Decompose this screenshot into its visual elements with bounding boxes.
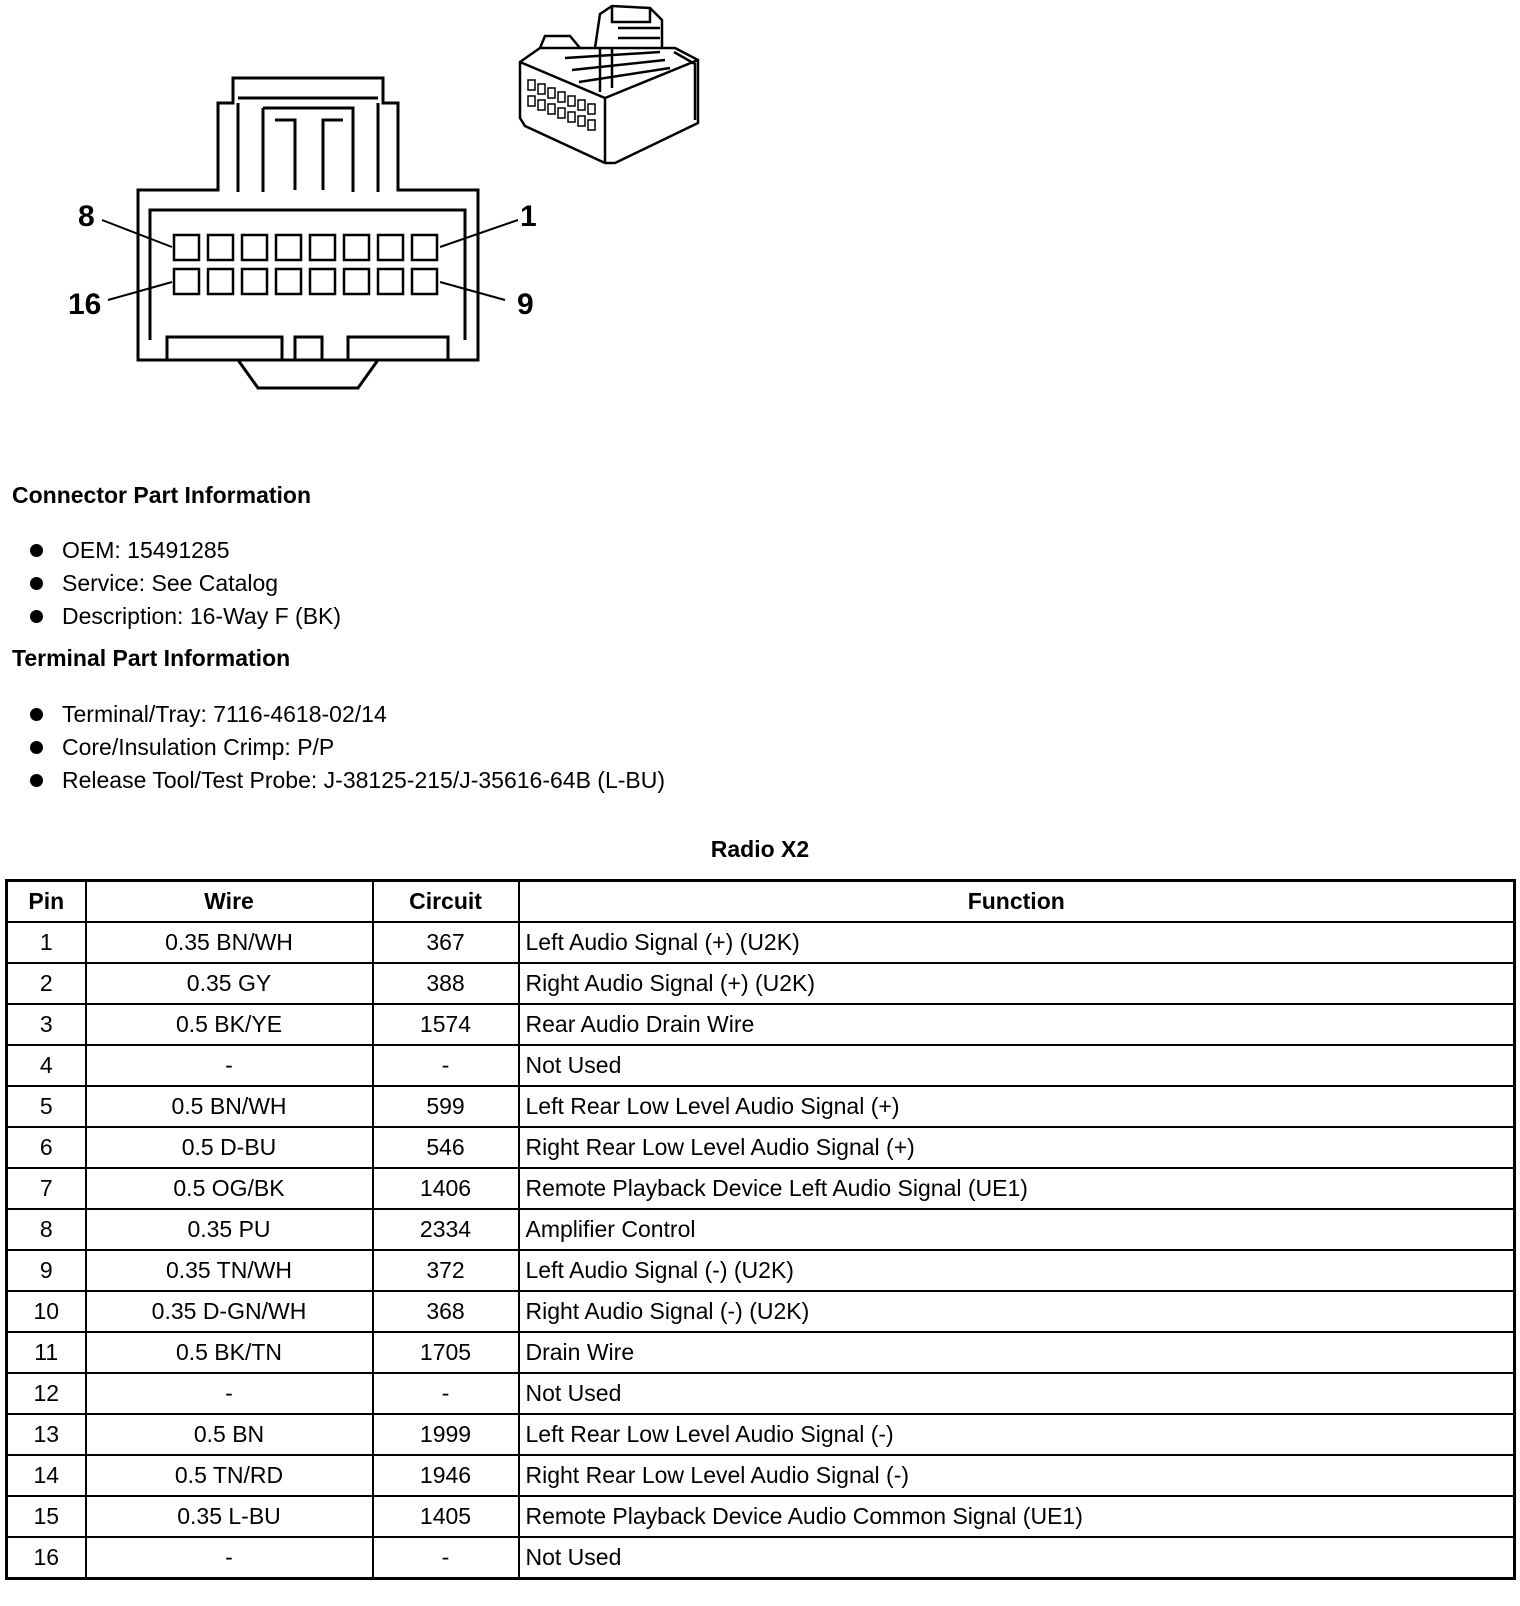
cell-wire: 0.5 BN/WH <box>86 1086 373 1127</box>
cell-function: Left Rear Low Level Audio Signal (+) <box>519 1086 1515 1127</box>
cell-circuit: 546 <box>373 1127 519 1168</box>
cell-function: Right Audio Signal (-) (U2K) <box>519 1291 1515 1332</box>
table-row <box>7 1537 1515 1579</box>
table-row <box>7 1168 1515 1209</box>
cell-function: Amplifier Control <box>519 1209 1515 1250</box>
connector-info-heading: Connector Part Information <box>12 482 312 508</box>
bullet-icon <box>30 544 43 557</box>
cell-pin: 8 <box>7 1209 86 1250</box>
cell-function: Right Audio Signal (+) (U2K) <box>519 963 1515 1004</box>
bullet-icon <box>30 774 43 787</box>
cell-pin: 15 <box>7 1496 86 1537</box>
cell-wire: - <box>86 1373 373 1414</box>
header-circuit: Circuit <box>373 881 519 923</box>
pin-label-16: 16 <box>68 288 102 321</box>
cell-wire: 0.35 L-BU <box>86 1496 373 1537</box>
list-item-text: Service: See Catalog <box>62 570 279 596</box>
connector-3d-cavities <box>528 80 595 130</box>
cell-circuit: - <box>373 1045 519 1086</box>
cell-circuit: 1405 <box>373 1496 519 1537</box>
cell-circuit: - <box>373 1537 519 1579</box>
cell-circuit: 388 <box>373 963 519 1004</box>
list-item <box>30 567 341 600</box>
table-row <box>7 1086 1515 1127</box>
cell-circuit: 368 <box>373 1291 519 1332</box>
bullet-icon <box>30 708 43 721</box>
list-item <box>30 731 665 764</box>
pinout-table <box>5 879 1516 1580</box>
cell-function: Not Used <box>519 1045 1515 1086</box>
list-item <box>30 600 341 633</box>
list-item-text: Core/Insulation Crimp: P/P <box>62 734 335 760</box>
list-item <box>30 764 665 797</box>
cell-pin: 2 <box>7 963 86 1004</box>
list-item-text: Description: 16-Way F (BK) <box>62 603 342 629</box>
table-row <box>7 1127 1515 1168</box>
list-item-text: Release Tool/Test Probe: J-38125-215/J-35616-64B (L-BU) <box>62 767 666 793</box>
connector-info-list <box>30 534 341 633</box>
cell-wire: 0.5 TN/RD <box>86 1455 373 1496</box>
table-row <box>7 1250 1515 1291</box>
header-function: Function <box>519 881 1515 923</box>
cell-circuit: - <box>373 1373 519 1414</box>
cell-pin: 11 <box>7 1332 86 1373</box>
list-item-text: Terminal/Tray: 7116-4618-02/14 <box>62 701 387 727</box>
cell-circuit: 1946 <box>373 1455 519 1496</box>
terminal-info-list <box>30 698 665 797</box>
cell-pin: 1 <box>7 922 86 963</box>
pin-cavities <box>174 235 437 294</box>
cell-circuit: 2334 <box>373 1209 519 1250</box>
table-header-row <box>7 881 1515 923</box>
bullet-icon <box>30 577 43 590</box>
cell-function: Rear Audio Drain Wire <box>519 1004 1515 1045</box>
table-row <box>7 1004 1515 1045</box>
cell-wire: - <box>86 1045 373 1086</box>
cell-pin: 16 <box>7 1537 86 1579</box>
cell-pin: 7 <box>7 1168 86 1209</box>
cell-circuit: 1406 <box>373 1168 519 1209</box>
cell-circuit: 372 <box>373 1250 519 1291</box>
cell-pin: 4 <box>7 1045 86 1086</box>
bullet-icon <box>30 610 43 623</box>
cell-circuit: 367 <box>373 922 519 963</box>
pin-label-1: 1 <box>520 200 537 233</box>
cell-circuit: 1999 <box>373 1414 519 1455</box>
cell-function: Not Used <box>519 1373 1515 1414</box>
terminal-info-heading: Terminal Part Information <box>12 645 291 671</box>
pin-label-9: 9 <box>517 288 534 321</box>
table-row <box>7 1496 1515 1537</box>
list-item <box>30 698 665 731</box>
cell-pin: 12 <box>7 1373 86 1414</box>
list-item <box>30 534 341 567</box>
table-row <box>7 1455 1515 1496</box>
pin-label-8: 8 <box>78 200 95 233</box>
table-row <box>7 922 1515 963</box>
table-row <box>7 1373 1515 1414</box>
bullet-icon <box>30 741 43 754</box>
cell-pin: 14 <box>7 1455 86 1496</box>
list-item-text: OEM: 15491285 <box>62 537 230 563</box>
cell-wire: 0.5 OG/BK <box>86 1168 373 1209</box>
connector-diagram <box>0 0 760 420</box>
connector-face-outline <box>138 78 478 388</box>
cell-circuit: 599 <box>373 1086 519 1127</box>
cell-wire: - <box>86 1537 373 1579</box>
cell-wire: 0.35 TN/WH <box>86 1250 373 1291</box>
table-title: Radio X2 <box>710 836 810 862</box>
table-row <box>7 1414 1515 1455</box>
cell-circuit: 1705 <box>373 1332 519 1373</box>
table-row <box>7 1045 1515 1086</box>
header-wire: Wire <box>86 881 373 923</box>
cell-function: Not Used <box>519 1537 1515 1579</box>
cell-function: Remote Playback Device Left Audio Signal (UE1) <box>519 1168 1515 1209</box>
table-row <box>7 1209 1515 1250</box>
cell-function: Right Rear Low Level Audio Signal (+) <box>519 1127 1515 1168</box>
table-row <box>7 1291 1515 1332</box>
cell-function: Remote Playback Device Audio Common Signal (UE1) <box>519 1496 1515 1537</box>
cell-wire: 0.35 GY <box>86 963 373 1004</box>
cell-circuit: 1574 <box>373 1004 519 1045</box>
cell-function: Drain Wire <box>519 1332 1515 1373</box>
cell-wire: 0.35 D-GN/WH <box>86 1291 373 1332</box>
cell-wire: 0.5 BK/TN <box>86 1332 373 1373</box>
cell-pin: 10 <box>7 1291 86 1332</box>
table-row <box>7 1332 1515 1373</box>
cell-pin: 13 <box>7 1414 86 1455</box>
cell-function: Right Rear Low Level Audio Signal (-) <box>519 1455 1515 1496</box>
table-body <box>7 922 1515 1579</box>
cell-wire: 0.35 BN/WH <box>86 922 373 963</box>
cell-pin: 5 <box>7 1086 86 1127</box>
cell-wire: 0.5 D-BU <box>86 1127 373 1168</box>
cell-wire: 0.5 BK/YE <box>86 1004 373 1045</box>
connector-3d-view <box>520 6 698 163</box>
header-pin: Pin <box>7 881 86 923</box>
cell-function: Left Rear Low Level Audio Signal (-) <box>519 1414 1515 1455</box>
table-row <box>7 963 1515 1004</box>
cell-pin: 6 <box>7 1127 86 1168</box>
cell-wire: 0.35 PU <box>86 1209 373 1250</box>
cell-function: Left Audio Signal (+) (U2K) <box>519 922 1515 963</box>
cell-function: Left Audio Signal (-) (U2K) <box>519 1250 1515 1291</box>
cell-pin: 9 <box>7 1250 86 1291</box>
cell-pin: 3 <box>7 1004 86 1045</box>
cell-wire: 0.5 BN <box>86 1414 373 1455</box>
